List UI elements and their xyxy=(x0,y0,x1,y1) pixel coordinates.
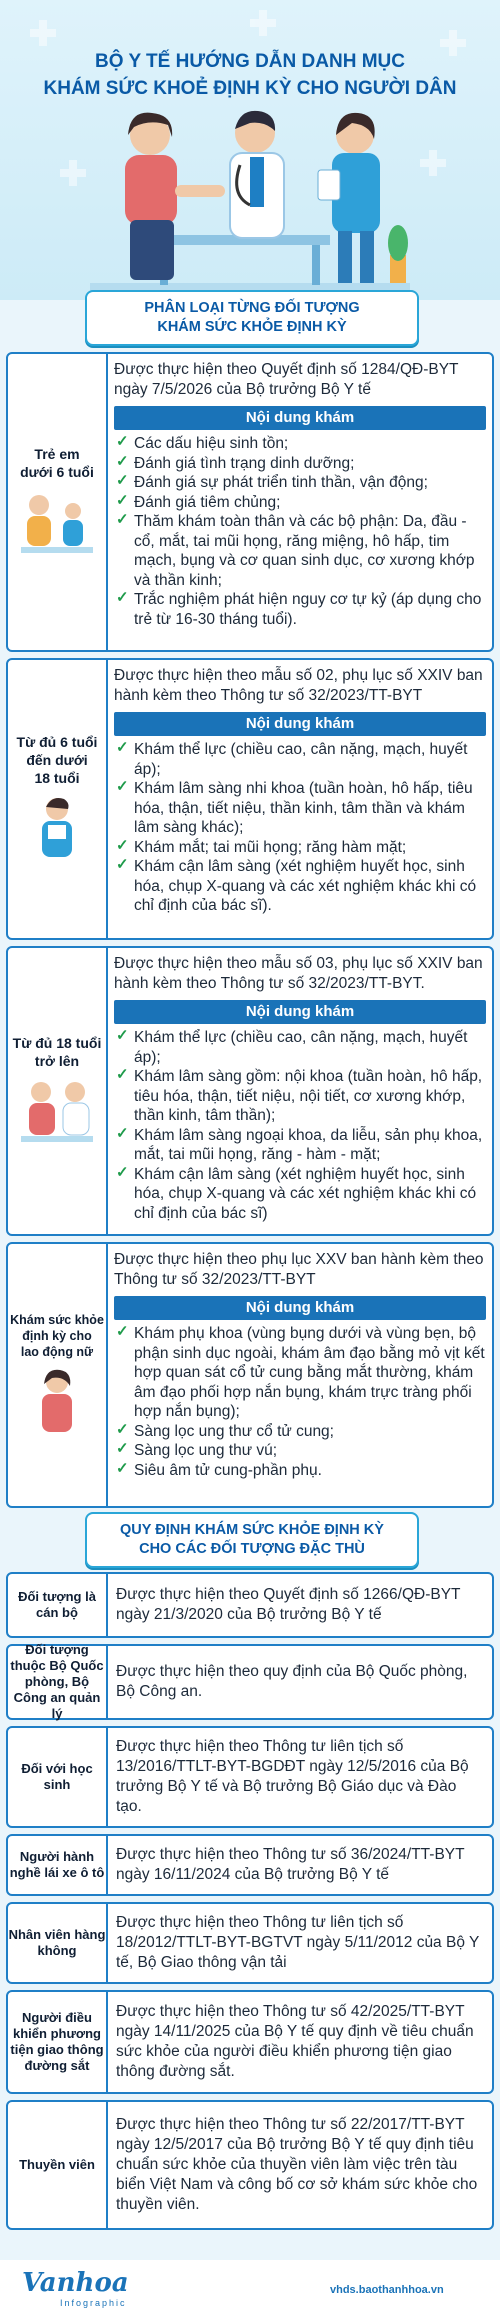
special-text: Được thực hiện theo Thông tư liên tịch số 18/2012/TTLT-BYT-BGTVT ngày 5/11/2012 của Bộ Y tế, Bộ Giao thông vận tải xyxy=(116,1914,480,1971)
child-checkup-icon xyxy=(17,489,97,559)
special-text: Được thực hiện theo Thông tư số 42/2025/TT-BYT ngày 14/11/2025 của Bộ Y tế quy định về tiêu chuẩn sức khỏe của người điều khiển phương tiện giao thông đường sắt. xyxy=(116,2003,474,2080)
list-item: ✓ Khám lâm sàng gồm: nội khoa (tuần hoàn, hô hấp, tiêu hóa, thận, tiết niệu, nội tiết, cơ xương khớp, thần kinh, tâm thần); xyxy=(116,1066,483,1124)
legal-basis-text: Được thực hiện theo phụ lục XXV ban hành kèm theo Thông tư số 32/2023/TT-BYT xyxy=(114,1251,484,1288)
group-label xyxy=(8,948,108,1234)
header-banner xyxy=(0,0,500,300)
group-label-line: Từ đủ 6 tuổi xyxy=(16,734,98,750)
group-label-line: trở lên xyxy=(34,1053,80,1069)
check-icon: ✓ xyxy=(116,778,129,795)
check-icon: ✓ xyxy=(116,1066,129,1083)
group-label-line: Khám sức khỏe xyxy=(10,1313,104,1327)
list-item: ✓ Sàng lọc ung thư cổ tử cung; xyxy=(116,1420,334,1440)
special-row-officials xyxy=(6,1572,494,1638)
check-icon: ✓ xyxy=(116,1163,129,1181)
group-label xyxy=(8,354,108,650)
special-text: Được thực hiện theo Quyết định số 1266/QĐ-BYT ngày 21/3/2020 của Bộ trưởng Bộ Y tế xyxy=(116,1586,461,1623)
brand-logo: Vanhoa xyxy=(22,2268,129,2298)
list-item: ✓ Đánh giá tình trạng dinh dưỡng; xyxy=(116,452,355,472)
special-row-defense-police xyxy=(6,1644,494,1720)
check-icon: ✓ xyxy=(116,472,129,489)
female-worker-icon xyxy=(22,1368,92,1438)
checklist xyxy=(114,740,486,916)
list-item: ✓ Trắc nghiệm phát hiện nguy cơ tự kỷ (áp dụng cho trẻ từ 16-30 tháng tuổi). xyxy=(116,589,482,628)
group-label-line: đến dưới xyxy=(26,752,88,768)
check-icon: ✓ xyxy=(116,856,129,873)
group-content xyxy=(114,666,486,916)
check-icon: ✓ xyxy=(116,452,129,470)
section-banner-classification xyxy=(85,290,419,346)
list-item: ✓ Khám cận lâm sàng (xét nghiệm huyết học, sinh hóa, chụp X-quang và các xét nghiệm khác khi có chỉ định của bác sĩ) xyxy=(116,1163,477,1222)
group-row-female-workers xyxy=(6,1242,494,1508)
group-label-line: 18 tuổi xyxy=(34,770,80,786)
special-label: Đối tượng là cán bộ xyxy=(8,1574,108,1636)
special-text: Được thực hiện theo Thông tư số 36/2024/TT-BYT ngày 16/11/2024 của Bộ trưởng Bộ Y tế xyxy=(116,1846,465,1883)
special-row-drivers xyxy=(6,1834,494,1896)
list-item: ✓ Khám mắt; tai mũi họng; răng hàm mặt; xyxy=(116,836,407,856)
check-icon: ✓ xyxy=(116,589,129,606)
section1-line2: KHÁM SỨC KHỎE ĐỊNH KỲ xyxy=(157,319,347,335)
section2-line2: CHO CÁC ĐỐI TƯỢNG ĐẶC THÙ xyxy=(139,1541,365,1557)
section1-line1: PHÂN LOẠI TỪNG ĐỐI TƯỢNG xyxy=(144,300,360,316)
group-content xyxy=(114,954,486,1223)
group-label xyxy=(8,660,108,938)
group-label-line: dưới 6 tuổi xyxy=(20,464,94,480)
section-banner-special-groups xyxy=(85,1512,419,1568)
group-content xyxy=(114,360,486,629)
list-item: ✓ Khám thể lực (chiều cao, cân nặng, mạch, huyết áp); xyxy=(116,1027,468,1066)
check-icon: ✓ xyxy=(116,739,129,756)
checklist xyxy=(114,1028,486,1223)
checklist xyxy=(114,434,486,629)
site-url[interactable]: vhds.baothanhhoa.vn xyxy=(330,2284,444,2296)
check-icon: ✓ xyxy=(116,1323,129,1340)
adult-checkup-icon xyxy=(17,1078,97,1148)
group-label-line: Từ đủ 18 tuổi xyxy=(12,1035,102,1051)
page-title xyxy=(20,48,480,102)
check-icon: ✓ xyxy=(116,1440,129,1457)
content-header: Nội dung khám xyxy=(114,1296,486,1320)
special-label: Thuyền viên xyxy=(8,2102,108,2228)
list-item: ✓ Đánh giá tiêm chủng; xyxy=(116,491,281,511)
title-line-2: KHÁM SỨC KHOẺ ĐỊNH KỲ CHO NGƯỜI DÂN xyxy=(43,78,457,99)
group-row-18-and-over xyxy=(6,946,494,1236)
special-text: Được thực hiện theo quy định của Bộ Quốc phòng, Bộ Công an. xyxy=(116,1663,468,1700)
check-icon: ✓ xyxy=(116,836,129,854)
list-item: ✓ Khám lâm sàng ngoại khoa, da liễu, sản phụ khoa, mắt, tai mũi họng, răng - hàm - mặt; xyxy=(116,1124,483,1163)
check-icon: ✓ xyxy=(116,491,129,509)
group-label-line: lao động nữ xyxy=(20,1345,94,1359)
brand-logo-subtitle: Infographic xyxy=(60,2298,127,2308)
special-label: Nhân viên hàng không xyxy=(8,1904,108,1982)
special-row-students xyxy=(6,1726,494,1828)
checklist xyxy=(114,1324,486,1480)
group-row-children-under-6 xyxy=(6,352,494,652)
special-row-aviation xyxy=(6,1902,494,1984)
list-item: ✓ Khám phụ khoa (vùng bụng dưới và vùng bẹn, bộ phận sinh dục ngoài, khám âm đạo bằng mỏ vịt kết hợp quan sát cổ tử cung bằng mắt thường, khám âm đạo phối hợp nắn bụng, khám trực tràng phối hợp nắn bụng); xyxy=(116,1323,485,1420)
special-label: Người điều khiển phương tiện giao thông đường sắt xyxy=(8,1992,108,2092)
list-item: ✓ Khám lâm sàng nhi khoa (tuần hoàn, hô hấp, tiêu hóa, thận, tiết niệu, thần kinh, tâm thần và khám lâm sàng khác); xyxy=(116,778,473,836)
check-icon: ✓ xyxy=(116,511,129,528)
check-icon: ✓ xyxy=(116,1124,129,1142)
content-header: Nội dung khám xyxy=(114,1000,486,1024)
list-item: ✓ Siêu âm tử cung-phần phụ. xyxy=(116,1459,322,1479)
title-line-1: BỘ Y TẾ HƯỚNG DẪN DANH MỤC xyxy=(95,51,405,72)
special-label: Đối với học sinh xyxy=(8,1728,108,1826)
doctor-patient-illustration xyxy=(90,105,410,300)
special-label: Đối tượng thuộc Bộ Quốc phòng, Bộ Công an quản lý xyxy=(8,1646,108,1718)
group-content xyxy=(114,1250,486,1480)
list-item: ✓ Các dấu hiệu sinh tồn; xyxy=(116,433,289,452)
legal-basis-text: Được thực hiện theo mẫu số 02, phụ lục số XXIV ban hành kèm theo Thông tư số 32/2023/TT-BYT xyxy=(114,667,483,704)
content-header: Nội dung khám xyxy=(114,406,486,430)
list-item: ✓ Khám thể lực (chiều cao, cân nặng, mạch, huyết áp); xyxy=(116,739,468,778)
group-label-line: định kỳ cho xyxy=(22,1329,92,1343)
legal-basis-text: Được thực hiện theo mẫu số 03, phụ lục số XXIV ban hành kèm theo Thông tư số 32/2023/TT-BYT. xyxy=(114,955,483,992)
special-text: Được thực hiện theo Thông tư số 22/2017/TT-BYT ngày 12/5/2017 của Bộ trưởng Bộ Y tế quy định tiêu chuẩn sức khỏe của thuyền viên làm việc trên tàu biển Việt Nam và công bố cơ sở khám sức khỏe cho thuyền viên. xyxy=(116,2116,478,2213)
group-row-6-to-18 xyxy=(6,658,494,940)
check-icon: ✓ xyxy=(116,1420,129,1438)
list-item: ✓ Sàng lọc ung thư vú; xyxy=(116,1440,278,1459)
special-row-seafarers xyxy=(6,2100,494,2230)
special-text: Được thực hiện theo Thông tư liên tịch số 13/2016/TTLT-BYT-BGDĐT ngày 12/5/2016 của Bộ trưởng Bộ Y tế và Bộ trưởng Bộ Giáo dục và Đào tạo. xyxy=(116,1738,469,1815)
section2-line1: QUY ĐỊNH KHÁM SỨC KHỎE ĐỊNH KỲ xyxy=(120,1522,384,1538)
list-item: ✓ Đánh giá sự phát triển tinh thần, vận động; xyxy=(116,472,428,491)
group-label-line: Trẻ em xyxy=(34,446,80,462)
group-label xyxy=(8,1244,108,1506)
content-header: Nội dung khám xyxy=(114,712,486,736)
legal-basis-text: Được thực hiện theo Quyết định số 1284/QĐ-BYT ngày 7/5/2026 của Bộ trưởng Bộ Y tế xyxy=(114,361,459,398)
check-icon: ✓ xyxy=(116,1027,129,1044)
special-label: Người hành nghề lái xe ô tô xyxy=(8,1836,108,1894)
check-icon: ✓ xyxy=(116,1459,129,1477)
teen-icon xyxy=(22,795,92,865)
special-row-railway xyxy=(6,1990,494,2094)
list-item: ✓ Thăm khám toàn thân và các bộ phận: Da, đầu - cổ, mắt, tai mũi họng, răng miệng, hô hấp, tim mạch, bụng và cơ quan sinh dục, cơ xương khớp và thần kinh; xyxy=(116,511,475,589)
check-icon: ✓ xyxy=(116,433,129,450)
list-item: ✓ Khám cận lâm sàng (xét nghiệm huyết học, sinh hóa, chụp X-quang và các xét nghiệm khác khi có chỉ định của bác sĩ). xyxy=(116,856,477,914)
